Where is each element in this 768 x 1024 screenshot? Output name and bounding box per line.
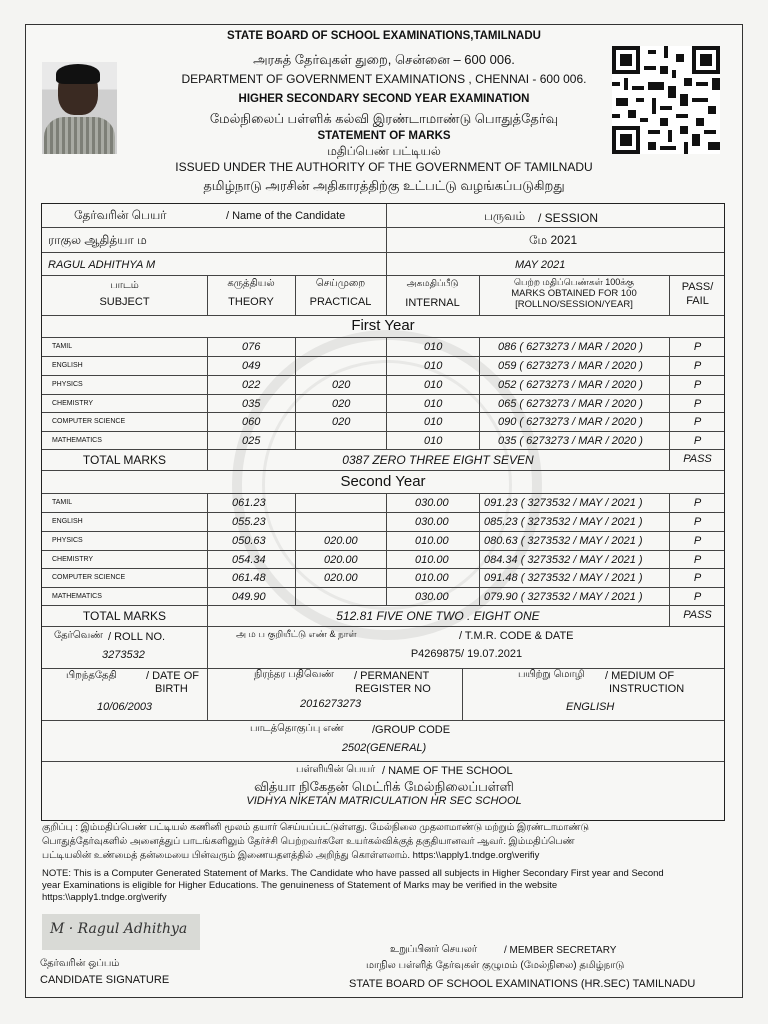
session-label: / SESSION xyxy=(538,211,599,225)
col-practical: PRACTICAL xyxy=(309,296,372,308)
session-label-tamil: பருவம் xyxy=(484,209,526,223)
tmr-label-tamil: அ ம ப குறியீட்டு எண் & நாள் xyxy=(236,629,357,639)
member-secretary-label: / MEMBER SECRETARY xyxy=(504,945,617,956)
col-subject-tamil: பாடம் xyxy=(110,280,139,291)
second-year-total: 512.81 FIVE ONE TWO . EIGHT ONE xyxy=(336,609,540,623)
marks-table: தேர்வரின் பெயர் / Name of the Candidate பருவம் / SESSION ராகுல ஆதித்யா ம மே 2021 RAGUL ADHITHYA M MAY 2021 பாடம் SUBJECT கருத்தியல் THEORY செய்முறை PRACTICAL அகமதிப்பீடு INTERNAL பெற்ற மதிப்பெண்கள் 100க்கு MARKS OBTAINED FOR 100 [ROLLNO/SESSION/YEAR] PASS/ FAIL First Year TAMIL 076 010 086 ( 6273273 / MAR / 2020 ) P ENGLISH 049 010 059 ( 6273273 / MAR / 2020 ) P PHYSICS 022 020 010 052 ( 6273273 / MAR / 2020 ) P CHEMISTRY 035 020 010 065 ( 6273273 / MAR / 2020 ) P COMPUTER SCIENCE 060 020 010 090 ( 6273273 / MAR / 2020 ) P MATHEMATICS 025 010 035 ( 6273273 / MAR / 2020 ) P TOTAL MARKS 0387 ZERO THREE EIGHT SEVEN PASS Second Year TAMIL 061.23 030.00 091.23 ( 3273532 / MAY / 2021 ) P ENGLISH 055.23 030.00 085.23 ( 3273532 / MAY / 2021 ) P PHYSICS 050.63 020.00 010.00 080.63 ( 3273532 / MAY / 2021 ) P CHEMISTRY 054.34 020.00 010.00 084.34 ( 3273532 / MAY / 2021 ) P COMPUTER SCIENCE 061.48 020.00 010.00 091.48 ( 3273532 / MAY / 2021 ) P MATHEMATICS 049.90 030.00 079.90 ( 3273532 / MAY / 2021 ) P TOTAL MARKS 512.81 FIVE ONE TWO . EIGHT ONE PASS தேர்வெண் / ROLL NO. 3273532 அ ம ப குறியீட்டு எண் & நாள் / T.M.R. CODE & DATE P4269875/ 19.07.2021 பிறந்ததேதி / DATE OF BIRTH 10/06/2003 நிரந்தர பதிவெண் / PERMANENT REGISTER NO 2016273273 பயிற்று மொழி / MEDIUM OF INSTRUCTION ENGLISH பாடத்தொகுப்பு எண் /GROUP CODE 2502(GENERAL) பள்ளியின் பெயர் / NAME OF THE SCHOOL வித்யா நிகேதன் மெட்ரிக் மேல்நிலைப்பள்ளி VIDHYA NIKETAN MATRICULATION HR SEC SCHOOL xyxy=(41,203,725,821)
candidate-name: RAGUL ADHITHYA M xyxy=(48,259,156,271)
col-marks-tamil: பெற்ற மதிப்பெண்கள் 100க்கு xyxy=(513,277,635,287)
note-tamil-line2: பொதுத்தேர்வுகளில் அனைத்துப் பாடங்களிலும் தேர்ச்சி பெற்றவர்களே உயர்கல்விக்குத் தகுதியானவர் ஆவர். இம்மதிப்பெண் xyxy=(42,836,575,847)
first-year-total: 0387 ZERO THREE EIGHT SEVEN xyxy=(342,453,534,467)
col-subject: SUBJECT xyxy=(99,296,150,308)
col-marks-line2: [ROLLNO/SESSION/YEAR] xyxy=(515,299,633,310)
statement-tamil: மதிப்பெண் பட்டியல் xyxy=(327,144,441,158)
qr-code-icon xyxy=(612,46,720,154)
statement-title: STATEMENT OF MARKS xyxy=(317,130,451,142)
exam-title: HIGHER SECONDARY SECOND YEAR EXAMINATION xyxy=(238,93,530,105)
member-secretary-tamil: உறுப்பினர் செயலர் xyxy=(390,944,478,955)
name-label: / Name of the Candidate xyxy=(226,210,346,222)
note-english-line3: https:\\apply1.tndge.org\verify xyxy=(42,892,167,903)
tmr-label: / T.M.R. CODE & DATE xyxy=(459,630,574,642)
date-of-birth: 10/06/2003 xyxy=(97,701,153,713)
dept-tamil: அரசுத் தேர்வுகள் துறை, சென்னை – 600 006. xyxy=(253,52,515,67)
register-number: 2016273273 xyxy=(300,698,362,710)
dob-label-tamil: பிறந்ததேதி xyxy=(66,670,117,681)
board-footer-tamil: மாநில பள்ளித் தேர்வுகள் குழுமம் (மேல்நிலை) தமிழ்நாடு xyxy=(366,960,625,971)
col-marks-line1: MARKS OBTAINED FOR 100 xyxy=(511,288,637,299)
school-name: VIDHYA NIKETAN MATRICULATION HR SEC SCHOOL xyxy=(246,795,522,807)
col-practical-tamil: செய்முறை xyxy=(315,278,366,289)
dept-title: DEPARTMENT OF GOVERNMENT EXAMINATIONS , CHENNAI - 600 006. xyxy=(181,72,587,86)
dob-label: / DATE OF xyxy=(146,670,199,682)
group-label: /GROUP CODE xyxy=(372,724,451,736)
first-year-title: First Year xyxy=(351,317,415,334)
session-tamil: மே 2021 xyxy=(529,233,578,247)
dob-label-2: BIRTH xyxy=(155,683,188,695)
second-year-total-label: TOTAL MARKS xyxy=(82,609,167,623)
note-english-line2: year Examinations is eligible for Higher Educations. The genuineness of Statement of Marks may be verified in the website xyxy=(42,880,558,891)
second-year-title: Second Year xyxy=(340,473,426,490)
col-theory-tamil: கருத்தியல் xyxy=(227,278,275,289)
school-name-tamil: வித்யா நிகேதன் மெட்ரிக் மேல்நிலைப்பள்ளி xyxy=(254,779,514,794)
note-english-line1: NOTE: This is a Computer Generated Statement of Marks. The Candidate who have passed all subjects in Higher Secondary First year and Second xyxy=(42,868,664,879)
note-tamil-line1: குறிப்பு : இம்மதிப்பெண் பட்டியல் கணினி மூலம் தயார் செய்யப்பட்டுள்ளது. மேல்நிலை முதலாமாண்டு மற்றும் இரண்டாமாண்டு xyxy=(42,822,589,833)
board-footer: STATE BOARD OF SCHOOL EXAMINATIONS (HR.SEC) TAMILNADU xyxy=(349,978,696,990)
issued-title: ISSUED UNDER THE AUTHORITY OF THE GOVERNMENT OF TAMILNADU xyxy=(175,160,593,174)
second-year-result: PASS xyxy=(683,609,712,621)
medium-label: / MEDIUM OF xyxy=(605,670,675,682)
medium-value: ENGLISH xyxy=(566,701,615,713)
tmr-code: P4269875/ 19.07.2021 xyxy=(410,648,523,660)
note-tamil-line3: பட்டியலின் உண்மைத் தன்மையை பின்வரும் இணையதளத்தில் அறிந்து கொள்ளலாம். https:\\apply1.tndge.org\verifiy xyxy=(42,850,540,861)
candidate-signature-label: CANDIDATE SIGNATURE xyxy=(40,974,170,986)
candidate-photo xyxy=(42,62,117,154)
reg-label-tamil: நிரந்தர பதிவெண் xyxy=(254,669,335,680)
col-internal: INTERNAL xyxy=(405,297,460,309)
candidate-signature-tamil: தேர்வரின் ஒப்பம் xyxy=(40,958,120,969)
first-year-result: PASS xyxy=(683,453,712,465)
col-internal-tamil: அகமதிப்பீடு xyxy=(406,278,459,288)
col-pass-line2: FAIL xyxy=(686,295,709,307)
col-pass-line1: PASS/ xyxy=(681,281,714,293)
group-code: 2502(GENERAL) xyxy=(341,742,427,754)
first-year-total-label: TOTAL MARKS xyxy=(82,453,167,467)
candidate-signature-image: M · Ragul Adhithya xyxy=(42,914,200,950)
board-title: STATE BOARD OF SCHOOL EXAMINATIONS,TAMILNADU xyxy=(227,30,541,42)
medium-label-2: INSTRUCTION xyxy=(609,683,685,695)
reg-label-2: REGISTER NO xyxy=(355,683,431,695)
issued-tamil: தமிழ்நாடு அரசின் அதிகாரத்திற்கு உட்பட்டு வழங்கப்படுகிறது xyxy=(203,178,565,193)
reg-label: / PERMANENT xyxy=(354,670,430,682)
roll-number: 3273532 xyxy=(102,649,145,661)
group-label-tamil: பாடத்தொகுப்பு எண் xyxy=(250,723,344,734)
name-label-tamil: தேர்வரின் பெயர் xyxy=(74,208,167,222)
session-value: MAY 2021 xyxy=(515,259,566,271)
candidate-name-tamil: ராகுல ஆதித்யா ம xyxy=(48,233,147,247)
medium-label-tamil: பயிற்று மொழி xyxy=(518,669,585,680)
exam-tamil: மேல்நிலைப் பள்ளிக் கல்வி இரண்டாமாண்டு பொதுத்தேர்வு xyxy=(209,111,559,126)
col-theory: THEORY xyxy=(228,296,274,308)
school-label-tamil: பள்ளியின் பெயர் xyxy=(296,764,376,775)
roll-label: / ROLL NO. xyxy=(108,631,166,643)
school-label: / NAME OF THE SCHOOL xyxy=(382,765,513,777)
roll-label-tamil: தேர்வெண் xyxy=(54,630,103,641)
